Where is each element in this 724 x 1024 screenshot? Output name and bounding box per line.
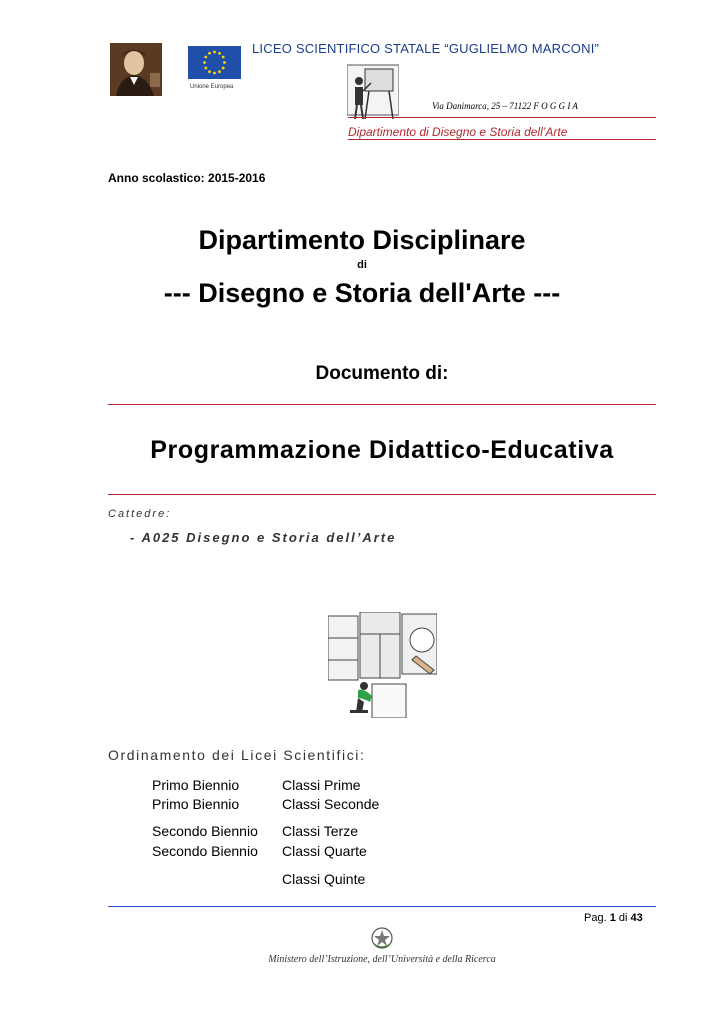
- ordinamento-period: Primo Biennio: [152, 796, 240, 812]
- main-title-line2: --- Disegno e Storia dell'Arte ---: [163, 278, 561, 308]
- italian-republic-emblem-icon: [370, 926, 394, 950]
- ordinamento-classes: Classi Seconde: [282, 796, 380, 812]
- document-rule-bottom: [108, 494, 656, 495]
- cattedra-item: - A025 Disegno e Storia dell’Arte: [130, 530, 397, 545]
- ordinamento-period: Primo Biennio: [152, 777, 240, 793]
- school-year: Anno scolastico: 2015-2016: [108, 171, 266, 185]
- ordinamento-period: Secondo Biennio: [152, 823, 258, 839]
- document-type: Programmazione Didattico-Educativa: [150, 436, 614, 464]
- ordinamento-classes: Classi Prime: [282, 777, 361, 793]
- header-rule-bottom: [348, 139, 656, 140]
- ordinamento-title: Ordinamento dei Licei Scientifici:: [108, 747, 366, 763]
- eu-caption: Unione Europea: [190, 84, 234, 90]
- eu-flag-logo: [188, 46, 241, 79]
- page-total: 43: [630, 912, 643, 924]
- ordinamento-classes: Classi Quarte: [282, 843, 367, 859]
- page-number: [584, 912, 643, 924]
- title-connector: di: [357, 259, 367, 271]
- header-rule-top: [348, 117, 656, 118]
- school-address: Via Danimarca, 25 – 71122 F O G G I A: [432, 101, 578, 111]
- ordinamento-classes: Classi Quinte: [282, 871, 366, 887]
- ministry-footer: Ministero dell’Istruzione, dell’Università e della Ricerca: [268, 954, 496, 965]
- drawing-comic-illustration: [328, 612, 437, 718]
- school-name: LICEO SCIENTIFICO STATALE “GUGLIELMO MARCONI”: [252, 41, 600, 56]
- ordinamento-period: Secondo Biennio: [152, 843, 258, 859]
- page-prefix: Pag.: [584, 912, 607, 924]
- cattedre-label: Cattedre:: [108, 508, 172, 520]
- footer-rule: [108, 906, 656, 907]
- document-label: Documento di:: [315, 363, 449, 384]
- marconi-portrait: [110, 43, 162, 96]
- page-separator: di: [618, 912, 628, 924]
- document-rule-top: [108, 404, 656, 405]
- department-subtitle: Dipartimento di Disegno e Storia dell’Arte: [348, 125, 568, 139]
- main-title-line1: Dipartimento Disciplinare: [198, 225, 526, 255]
- page-current: 1: [609, 912, 616, 924]
- artist-sketch-illustration: [347, 63, 399, 121]
- ordinamento-classes: Classi Terze: [282, 823, 358, 839]
